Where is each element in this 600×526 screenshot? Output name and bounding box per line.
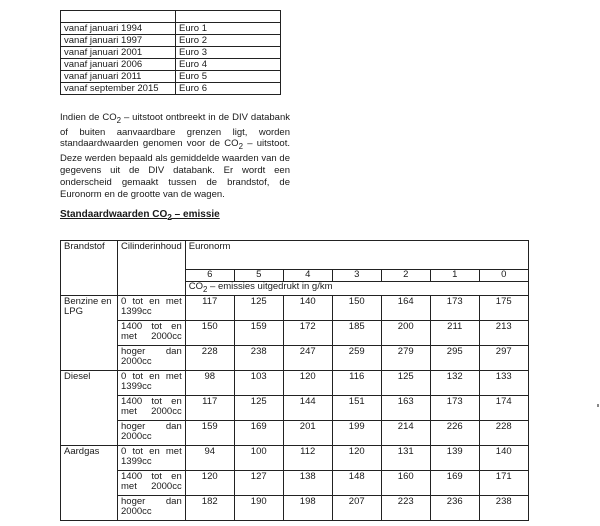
table-row	[61, 23, 281, 35]
emission-value-cell: 98	[185, 370, 234, 395]
units-header: $CO_2$ – emissies uitgedrukt in g/km	[185, 281, 528, 295]
table-row	[61, 35, 281, 47]
euronorm-4-header: 4	[283, 270, 332, 282]
emission-value-cell: 228	[185, 345, 234, 370]
emission-value-cell: 163	[381, 395, 430, 420]
emission-value-cell: 139	[430, 445, 479, 470]
fuel-cell: Benzine en LPG	[61, 295, 118, 370]
emission-value-cell: 190	[234, 495, 283, 520]
emission-value-cell: 159	[185, 420, 234, 445]
emission-value-cell: 213	[479, 320, 528, 345]
table-row	[61, 370, 529, 395]
cylinder-cell: 1400 tot en met 2000cc	[118, 470, 186, 495]
emission-value-cell: 133	[479, 370, 528, 395]
table-row	[61, 11, 281, 23]
table-row	[61, 71, 281, 83]
emission-value-cell: 207	[332, 495, 381, 520]
euronorm-5-header: 5	[234, 270, 283, 282]
emission-value-cell: 295	[430, 345, 479, 370]
emission-value-cell: 160	[381, 470, 430, 495]
section-heading: Standaardwaarden $CO_2$ – emissie	[60, 209, 220, 222]
emission-value-cell: 297	[479, 345, 528, 370]
cylinder-cell: hoger dan 2000cc	[118, 495, 186, 520]
emission-value-cell: 120	[332, 445, 381, 470]
norm-cell: Euro 6	[176, 83, 281, 95]
emission-value-cell: 173	[430, 295, 479, 320]
emission-value-cell: 201	[283, 420, 332, 445]
emission-value-cell: 247	[283, 345, 332, 370]
table-row	[61, 295, 529, 320]
period-cell: vanaf januari 2011	[61, 71, 176, 83]
emission-value-cell: 259	[332, 345, 381, 370]
emission-table	[60, 240, 529, 521]
emission-value-cell: 228	[479, 420, 528, 445]
emission-value-cell: 144	[283, 395, 332, 420]
emission-value-cell: 125	[234, 295, 283, 320]
emission-value-cell: 236	[430, 495, 479, 520]
emission-value-cell: 238	[479, 495, 528, 520]
emission-value-cell: 112	[283, 445, 332, 470]
emission-value-cell: 182	[185, 495, 234, 520]
table-row	[61, 420, 529, 445]
cylinder-cell: 0 tot en met 1399cc	[118, 445, 186, 470]
cylinder-cell: hoger dan 2000cc	[118, 420, 186, 445]
norm-cell: Euro 5	[176, 71, 281, 83]
emission-value-cell: 173	[430, 395, 479, 420]
table-row	[61, 83, 281, 95]
emission-value-cell: 164	[381, 295, 430, 320]
emission-value-cell: 214	[381, 420, 430, 445]
cylinder-cell: 1400 tot en met 2000cc	[118, 395, 186, 420]
emission-value-cell: 174	[479, 395, 528, 420]
fuel-cell: Aardgas	[61, 445, 118, 520]
table-row	[61, 470, 529, 495]
norm-cell: Euro 1	[176, 23, 281, 35]
emission-value-cell: 138	[283, 470, 332, 495]
emission-value-cell: 150	[185, 320, 234, 345]
emission-value-cell: 117	[185, 395, 234, 420]
emission-value-cell: 150	[332, 295, 381, 320]
emission-value-cell: 117	[185, 295, 234, 320]
emission-value-cell: 199	[332, 420, 381, 445]
emission-value-cell: 140	[479, 445, 528, 470]
cylinder-header: Cilinderinhoud	[118, 241, 186, 296]
period-cell: vanaf januari 2001	[61, 47, 176, 59]
emission-value-cell: 223	[381, 495, 430, 520]
fuel-header: Brandstof	[61, 241, 118, 296]
intro-paragraph: Indien de $CO_2$ – uitstoot ontbreekt in de DIV databank of buiten aanvaardbare grenzen ligt, worden standaardwaarden genomen voor de $CO_2$ – uitstoot. Deze werden bepaald als gemiddelde waarden van de gegevens uit de DIV databank. Er wordt een onderscheid gemaakt tussen de brandstof, de Euronorm en de grootte van de wagen.	[60, 112, 291, 200]
emission-value-cell: 116	[332, 370, 381, 395]
emission-value-cell: 132	[430, 370, 479, 395]
emission-value-cell: 169	[234, 420, 283, 445]
emission-value-cell: 226	[430, 420, 479, 445]
cylinder-cell: 1400 tot en met 2000cc	[118, 320, 186, 345]
cylinder-cell: 0 tot en met 1399cc	[118, 370, 186, 395]
emission-value-cell: 172	[283, 320, 332, 345]
emission-value-cell: 211	[430, 320, 479, 345]
emission-value-cell: 125	[234, 395, 283, 420]
emission-value-cell: 279	[381, 345, 430, 370]
emission-value-cell: 175	[479, 295, 528, 320]
norm-cell: Euro 4	[176, 59, 281, 71]
emission-value-cell: 94	[185, 445, 234, 470]
table-row	[61, 395, 529, 420]
scan-speck	[597, 404, 599, 407]
period-cell: vanaf januari 2006	[61, 59, 176, 71]
period-cell: vanaf september 2015	[61, 83, 176, 95]
table-row	[61, 345, 529, 370]
emission-value-cell: 131	[381, 445, 430, 470]
cylinder-cell: 0 tot en met 1399cc	[118, 295, 186, 320]
emission-value-cell: 169	[430, 470, 479, 495]
emission-value-cell: 171	[479, 470, 528, 495]
euronorm-6-header: 6	[185, 270, 234, 282]
emission-value-cell: 185	[332, 320, 381, 345]
norm-cell: Euro 2	[176, 35, 281, 47]
norm-cell: Euro 3	[176, 47, 281, 59]
euro-norm-table	[60, 10, 281, 95]
euronorm-2-header: 2	[381, 270, 430, 282]
cylinder-cell: hoger dan 2000cc	[118, 345, 186, 370]
header-row	[61, 241, 529, 270]
emission-value-cell: 151	[332, 395, 381, 420]
euronorm-1-header: 1	[430, 270, 479, 282]
emission-value-cell: 120	[185, 470, 234, 495]
table-row	[61, 59, 281, 71]
table-row	[61, 47, 281, 59]
table-row	[61, 320, 529, 345]
emission-value-cell: 100	[234, 445, 283, 470]
period-cell	[61, 11, 176, 23]
emission-value-cell: 140	[283, 295, 332, 320]
period-cell: vanaf januari 1997	[61, 35, 176, 47]
euronorm-0-header: 0	[479, 270, 528, 282]
emission-value-cell: 103	[234, 370, 283, 395]
emission-value-cell: 148	[332, 470, 381, 495]
norm-cell	[176, 11, 281, 23]
fuel-cell: Diesel	[61, 370, 118, 445]
period-cell: vanaf januari 1994	[61, 23, 176, 35]
emission-value-cell: 120	[283, 370, 332, 395]
emission-value-cell: 159	[234, 320, 283, 345]
emission-value-cell: 127	[234, 470, 283, 495]
emission-value-cell: 238	[234, 345, 283, 370]
euronorm-header: Euronorm	[185, 241, 528, 270]
emission-value-cell: 125	[381, 370, 430, 395]
euronorm-3-header: 3	[332, 270, 381, 282]
table-row	[61, 495, 529, 520]
table-row	[61, 445, 529, 470]
emission-value-cell: 198	[283, 495, 332, 520]
emission-value-cell: 200	[381, 320, 430, 345]
